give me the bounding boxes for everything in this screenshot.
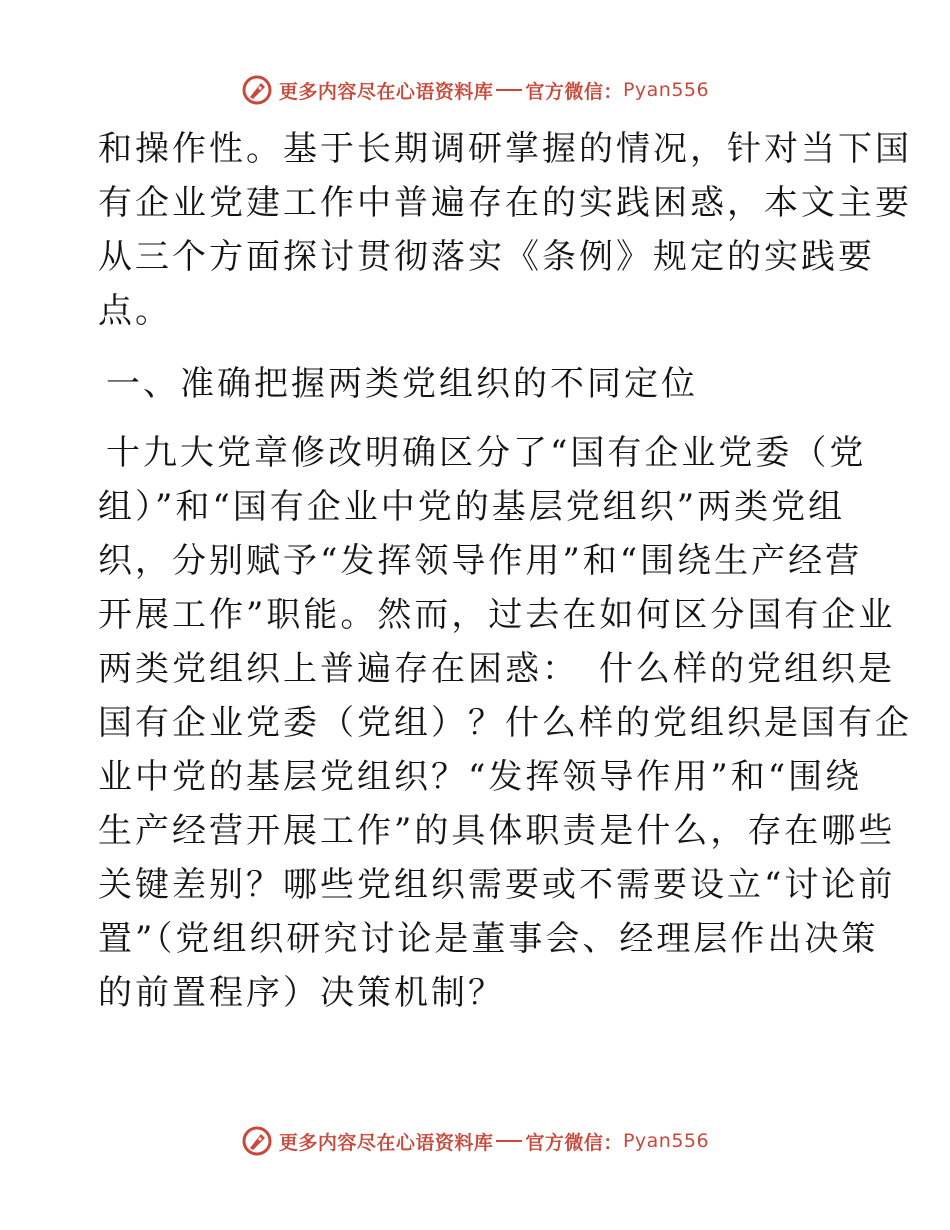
text-line: 两类党组织上普遍存在困惑： 什么样的党组织是: [98, 649, 895, 689]
paragraph-main: [98, 426, 912, 1020]
text-line: 织，分别赋予“发挥领导作用”和“围绕生产经营: [98, 541, 863, 581]
watermark-main-text: 更多内容尽在心语资料库: [278, 1131, 494, 1154]
watermark-dash: [496, 1140, 522, 1142]
text-line: 开展工作”职能。然而，过去在如何区分国有企业: [98, 595, 896, 635]
text-line: 点。: [98, 291, 172, 331]
watermark-id: Pyan556: [622, 1130, 710, 1152]
text-line: 从三个方面探讨贯彻落实《条例》规定的实践要: [98, 237, 875, 277]
watermark-contact-text: 官方微信：: [525, 80, 623, 103]
document-body: [98, 122, 912, 1020]
paragraph-intro: [98, 122, 912, 338]
text-line: 业中党的基层党组织？“发挥领导作用”和“围绕: [98, 757, 863, 797]
text-line: 国有企业党委（党组）？什么样的党组织是国有企: [98, 703, 912, 743]
text-line: 关键差别？哪些党组织需要或不需要设立“讨论前: [98, 865, 896, 905]
watermark-header: [0, 70, 950, 110]
watermark-dash: [496, 89, 522, 91]
watermark-footer: [0, 1121, 950, 1161]
section-heading: 一、准确把握两类党组织的不同定位: [106, 364, 698, 404]
text-line: 的前置程序）决策机制？: [98, 973, 505, 1013]
text-line: 置”（党组织研究讨论是董事会、经理层作出决策: [98, 919, 879, 959]
watermark-main-text: 更多内容尽在心语资料库: [278, 80, 494, 103]
text-line: 有企业党建工作中普遍存在的实践困惑，本文主要: [98, 183, 912, 223]
text-line: 十九大党章修改明确区分了“国有企业党委（党: [106, 433, 867, 473]
text-line: 生产经营开展工作”的具体职责是什么，存在哪些: [98, 811, 896, 851]
pen-nib-circle-icon: [241, 74, 273, 106]
watermark-contact-text: 官方微信：: [525, 1131, 623, 1154]
pen-nib-circle-icon: [241, 1125, 273, 1157]
watermark-id: Pyan556: [622, 79, 710, 101]
text-line: 组）”和“国有企业中党的基层党组织”两类党组: [98, 487, 846, 527]
text-line: 和操作性。基于长期调研掌握的情况，针对当下国: [98, 129, 912, 169]
